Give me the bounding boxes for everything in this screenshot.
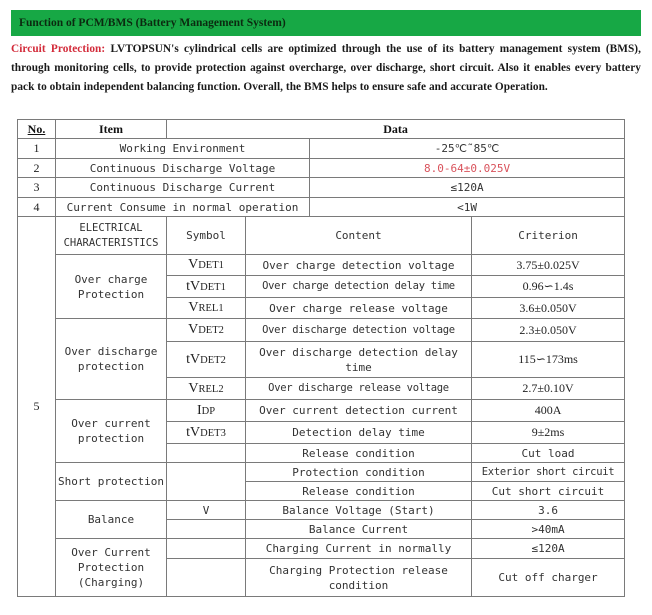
content-cell: Charging Current in normally	[246, 539, 472, 559]
header-criterion: Criterion	[472, 217, 625, 255]
content-cell: Balance Voltage (Start)	[246, 501, 472, 520]
criterion-cell: 2.7±0.10V	[472, 378, 625, 400]
group-over-current-charging: Over Current Protection (Charging)	[56, 539, 167, 597]
table-row	[18, 178, 625, 198]
intro-paragraph	[11, 40, 641, 97]
symbol-cell: VDET2	[167, 319, 246, 342]
criterion-cell: Cut off charger	[472, 559, 625, 597]
row-no: 2	[18, 159, 56, 178]
symbol-cell-empty	[167, 539, 246, 559]
content-cell: Over discharge detection delay time	[246, 342, 472, 378]
criterion-cell: 3.6	[472, 501, 625, 520]
row-item: Continuous Discharge Current	[56, 178, 310, 198]
content-cell: Charging Protection release condition	[246, 559, 472, 597]
group-balance: Balance	[56, 501, 167, 539]
content-cell: Detection delay time	[246, 422, 472, 444]
symbol-cell-empty	[167, 463, 246, 501]
header-electrical-characteristics: ELECTRICAL CHARACTERISTICS	[56, 217, 167, 255]
table-header-row	[18, 120, 625, 139]
symbol-cell: VREL1	[167, 298, 246, 319]
content-cell: Over discharge detection voltage	[246, 319, 472, 342]
header-item: Item	[56, 120, 167, 139]
criterion-cell: 3.75±0.025V	[472, 255, 625, 276]
table-row	[18, 255, 625, 276]
group-short-protection: Short protection	[56, 463, 167, 501]
criterion-cell: 9±2ms	[472, 422, 625, 444]
content-cell: Over charge detection delay time	[246, 276, 472, 298]
content-cell: Over discharge release voltage	[246, 378, 472, 400]
table-row	[18, 319, 625, 342]
section-banner	[11, 10, 641, 36]
row-no: 3	[18, 178, 56, 198]
symbol-cell-empty	[167, 444, 246, 463]
header-data: Data	[167, 120, 625, 139]
table-row	[18, 501, 625, 520]
row-data: ≤120A	[310, 178, 625, 198]
table-row	[18, 139, 625, 159]
group-over-charge: Over charge Protection	[56, 255, 167, 319]
row-item: Continuous Discharge Voltage	[56, 159, 310, 178]
symbol-cell-empty	[167, 559, 246, 597]
criterion-cell: 3.6±0.050V	[472, 298, 625, 319]
row-no: 1	[18, 139, 56, 159]
content-cell: Over charge detection voltage	[246, 255, 472, 276]
header-no: No.	[18, 120, 56, 139]
table-row	[18, 198, 625, 217]
group-over-current: Over current protection	[56, 400, 167, 463]
criterion-cell: >40mA	[472, 520, 625, 539]
content-cell: Balance Current	[246, 520, 472, 539]
symbol-cell-empty	[167, 520, 246, 539]
table-row	[18, 400, 625, 422]
header-symbol: Symbol	[167, 217, 246, 255]
criterion-cell: 0.96∽1.4s	[472, 276, 625, 298]
symbol-cell: tVDET2	[167, 342, 246, 378]
content-cell: Release condition	[246, 482, 472, 501]
symbol-cell: V	[167, 501, 246, 520]
section-title: Function of PCM/BMS (Battery Management System)	[19, 17, 286, 29]
criterion-cell: Cut short circuit	[472, 482, 625, 501]
content-cell: Release condition	[246, 444, 472, 463]
intro-lead: Circuit Protection:	[11, 43, 106, 55]
row-data: -25℃˜85℃	[310, 139, 625, 159]
intro-body: LVTOPSUN's cylindrical cells are optimized through the use of its battery management system (BMS), through monitoring cells, to provide protection against overcharge, over discharge, short circuit. Also it enables every battery pack to obtain independent balancing function. Overall, the BMS helps to ensure safe and accurate Operation.	[11, 43, 641, 93]
criterion-cell: Exterior short circuit	[472, 463, 625, 482]
criterion-cell: 400A	[472, 400, 625, 422]
criterion-cell: 115∽173ms	[472, 342, 625, 378]
symbol-cell: VDET1	[167, 255, 246, 276]
bms-spec-table	[17, 119, 625, 597]
header-content: Content	[246, 217, 472, 255]
row-data: <1W	[310, 198, 625, 217]
content-cell: Protection condition	[246, 463, 472, 482]
symbol-cell: tVDET3	[167, 422, 246, 444]
criterion-cell: 2.3±0.050V	[472, 319, 625, 342]
content-cell: Over charge release voltage	[246, 298, 472, 319]
section5-header-row	[18, 217, 625, 255]
symbol-cell: VREL2	[167, 378, 246, 400]
group-over-discharge: Over discharge protection	[56, 319, 167, 400]
table-row	[18, 463, 625, 482]
row-item: Current Consume in normal operation	[56, 198, 310, 217]
criterion-cell: Cut load	[472, 444, 625, 463]
row-no: 5	[18, 217, 56, 597]
table-row	[18, 539, 625, 559]
row-data: 8.0-64±0.025V	[310, 159, 625, 178]
row-no: 4	[18, 198, 56, 217]
symbol-cell: IDP	[167, 400, 246, 422]
row-item: Working Environment	[56, 139, 310, 159]
criterion-cell: ≤120A	[472, 539, 625, 559]
table-row	[18, 159, 625, 178]
content-cell: Over current detection current	[246, 400, 472, 422]
symbol-cell: tVDET1	[167, 276, 246, 298]
